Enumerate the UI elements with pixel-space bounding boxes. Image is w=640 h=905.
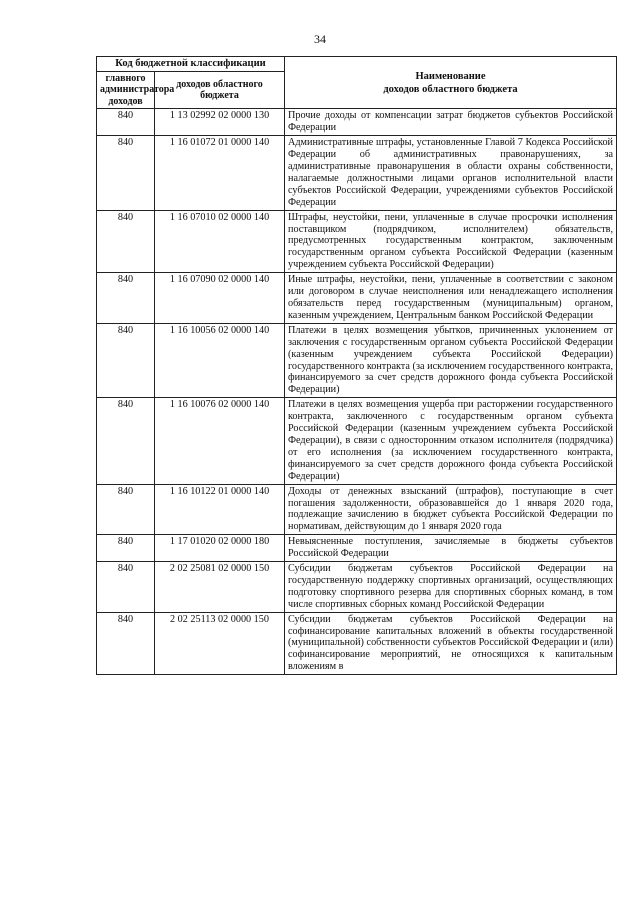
name-cell: Иные штрафы, неустойки, пени, уплаченные в соответствии с законом или договором в случае неисполнения или ненадлежащего исполнения обязательств перед государственным (муниципальным) органом, казенным учреждением, Центральным банком Российской Федерации xyxy=(285,273,617,324)
table-row xyxy=(97,535,617,562)
table-row xyxy=(97,136,617,210)
name-cell: Субсидии бюджетам субъектов Российской Федерации на софинансирование капитальных вложений в объекты государственной (муниципальной) собственности субъектов Российской Федерации и (или) софинансирование мероприятий, не относящихся к капитальным вложениям в xyxy=(285,612,617,675)
code-cell: 1 16 07010 02 0000 140 xyxy=(155,210,285,273)
table-row xyxy=(97,273,617,324)
budget-table xyxy=(96,56,617,675)
admin-cell: 840 xyxy=(97,136,155,210)
code-cell: 1 13 02992 02 0000 130 xyxy=(155,109,285,136)
admin-cell: 840 xyxy=(97,109,155,136)
admin-header: главного администратора доходов xyxy=(97,71,155,109)
name-cell: Административные штрафы, установленные Главой 7 Кодекса Российской Федерации об административных правонарушениях, за административные правонарушения в области охраны собственности, налагаемые должностными лицами органов исполнительной власти субъектов Российской Федерации, учреждениями субъектов Российской Федерации xyxy=(285,136,617,210)
admin-cell: 840 xyxy=(97,210,155,273)
table-row xyxy=(97,210,617,273)
name-cell: Доходы от денежных взысканий (штрафов), поступающие в счет погашения задолженности, образовавшейся до 1 января 2020 года, подлежащие зачислению в бюджет субъекта Российской Федерации по нормативам, действующим до 1 января 2020 года xyxy=(285,484,617,535)
code-cell: 1 17 01020 02 0000 180 xyxy=(155,535,285,562)
name-header xyxy=(285,57,617,109)
code-cell: 1 16 10056 02 0000 140 xyxy=(155,323,285,397)
table-row xyxy=(97,109,617,136)
table-row xyxy=(97,484,617,535)
name-cell: Штрафы, неустойки, пени, уплаченные в случае просрочки исполнения поставщиком (подрядчиком, исполнителем) обязательств, предусмотренных государственным контрактом, заключенным государственным органом субъекта Российской Федерации (казенным учреждением субъекта Российской Федерации) xyxy=(285,210,617,273)
code-cell: 1 16 01072 01 0000 140 xyxy=(155,136,285,210)
admin-cell: 840 xyxy=(97,273,155,324)
table-row xyxy=(97,612,617,675)
classification-header: Код бюджетной классификации xyxy=(97,57,285,72)
name-cell: Прочие доходы от компенсации затрат бюджетов субъектов Российской Федерации xyxy=(285,109,617,136)
name-cell: Субсидии бюджетам субъектов Российской Федерации на государственную поддержку спортивных организаций, осуществляющих подготовку спортивного резерва для спортивных сборных команд, в том числе спортивных сборных команд Российской Федерации xyxy=(285,562,617,613)
name-cell: Платежи в целях возмещения ущерба при расторжении государственного контракта, заключенного с государственным органом субъекта Российской Федерации (казенным учреждением субъекта Российской Федерации), в связи с односторонним отказом исполнителя (подрядчика) от его исполнения (за исключением государственного контракта, финансируемого за счет средств дорожного фонда субъекта Российской Федерации) xyxy=(285,398,617,484)
admin-cell: 840 xyxy=(97,612,155,675)
table-row xyxy=(97,323,617,397)
code-cell: 2 02 25113 02 0000 150 xyxy=(155,612,285,675)
table-row xyxy=(97,398,617,484)
code-cell: 1 16 07090 02 0000 140 xyxy=(155,273,285,324)
admin-cell: 840 xyxy=(97,398,155,484)
admin-cell: 840 xyxy=(97,535,155,562)
page-number: 34 xyxy=(314,32,326,46)
name-header-line2: доходов областного бюджета xyxy=(383,83,518,95)
name-cell: Платежи в целях возмещения убытков, причиненных уклонением от заключения с государственным органом субъекта Российской Федерации (казенным учреждением субъекта Российской Федерации) государственного контракта (за исключением государственного контракта, финансируемого за счет средств дорожного фонда субъекта Российской Федерации) xyxy=(285,323,617,397)
table-row xyxy=(97,562,617,613)
admin-cell: 840 xyxy=(97,484,155,535)
code-cell: 2 02 25081 02 0000 150 xyxy=(155,562,285,613)
name-cell: Невыясненные поступления, зачисляемые в бюджеты субъектов Российской Федерации xyxy=(285,535,617,562)
code-cell: 1 16 10076 02 0000 140 xyxy=(155,398,285,484)
admin-cell: 840 xyxy=(97,323,155,397)
name-header-line1: Наименование xyxy=(415,70,486,82)
code-cell: 1 16 10122 01 0000 140 xyxy=(155,484,285,535)
admin-cell: 840 xyxy=(97,562,155,613)
code-header: доходов областного бюджета xyxy=(155,71,285,109)
